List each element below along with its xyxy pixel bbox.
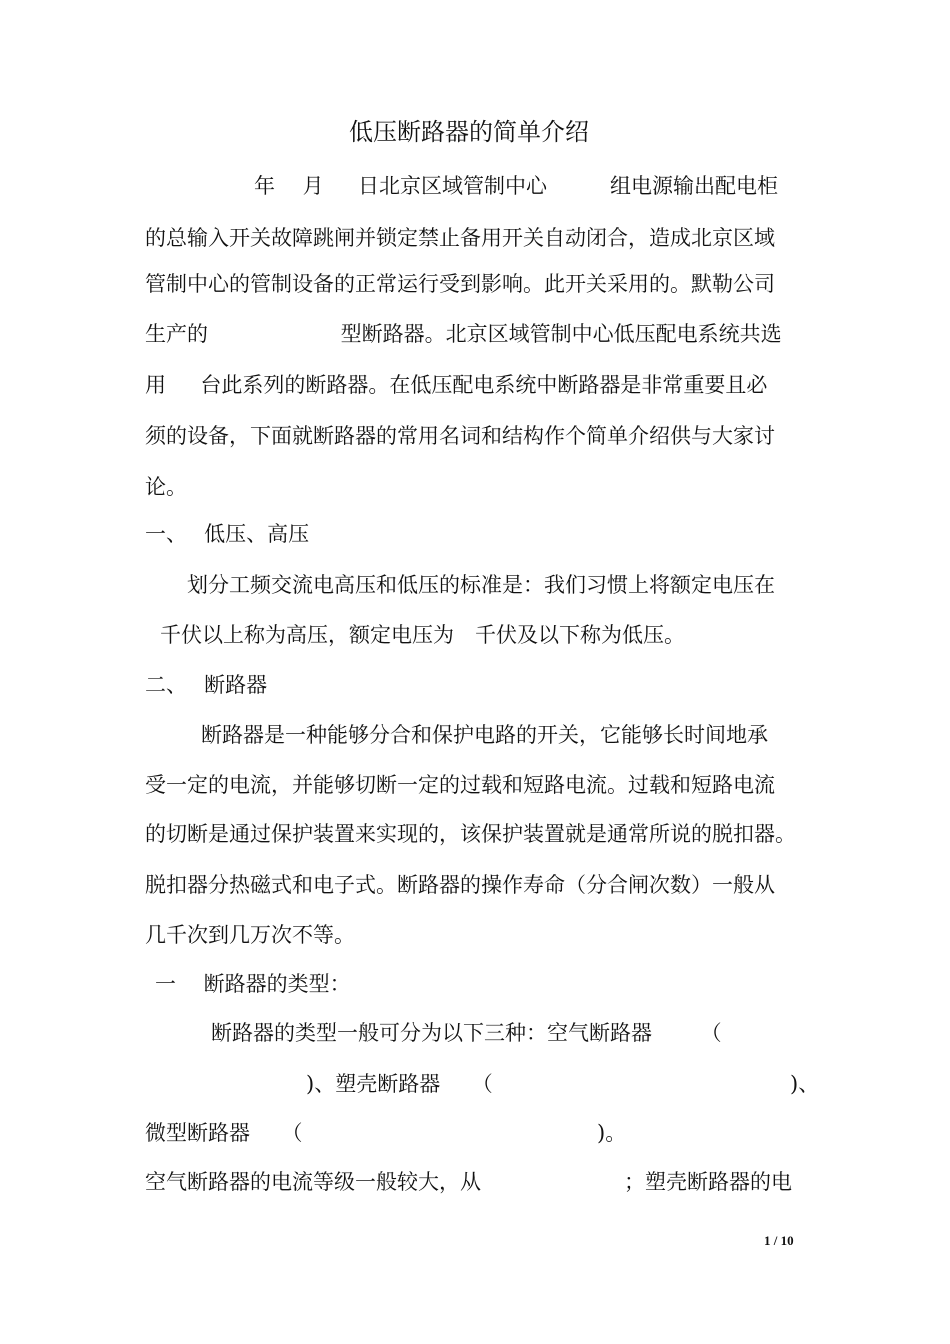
paragraph-line: )、	[790, 1072, 820, 1096]
paragraph-line: ；塑壳断路器的电	[624, 1170, 792, 1194]
paragraph-line: 断路器是一种能够分合和保护电路的开关，它能够长时间地承	[201, 723, 768, 747]
paragraph-line: 几千次到几万次不等。	[145, 923, 355, 947]
paragraph-line: )。	[597, 1121, 627, 1145]
paragraph-line: )、塑壳断路器 （	[306, 1072, 493, 1096]
document-title: 低压断路器的简单介绍	[349, 118, 589, 146]
paragraph-line: 微型断路器 （	[145, 1121, 303, 1145]
paragraph-line: 用 台此系列的断路器。在低压配电系统中断路器是非常重要且必	[145, 373, 768, 397]
paragraph-line: 年 月 日北京区域管制中心 组电源输出配电柜	[254, 174, 779, 198]
paragraph-line: 空气断路器的电流等级一般较大，从	[145, 1170, 481, 1194]
section-heading: 二、 断路器	[145, 673, 268, 697]
paragraph-line: 千伏以上称为高压，额定电压为 千伏及以下称为低压。	[160, 623, 685, 647]
page-number: 1 / 10	[764, 1233, 794, 1248]
paragraph-line: 生产的 型断路器。北京区域管制中心低压配电系统共选	[145, 322, 782, 346]
paragraph-line: 的切断是通过保护装置来实现的，该保护装置就是通常所说的脱扣器。	[145, 822, 796, 846]
paragraph-line: 受一定的电流，并能够切断一定的过载和短路电流。过载和短路电流	[145, 773, 775, 797]
paragraph-line: 划分工频交流电高压和低压的标准是：我们习惯上将额定电压在	[187, 573, 775, 597]
paragraph-line: 的总输入开关故障跳闸并锁定禁止备用开关自动闭合，造成北京区域	[145, 226, 775, 250]
paragraph-line: 须的设备，下面就断路器的常用名词和结构作个简单介绍供与大家讨	[145, 424, 775, 448]
paragraph-line: 论。	[145, 475, 187, 499]
section-heading: 一、 低压、高压	[145, 522, 310, 546]
paragraph-line: 脱扣器分热磁式和电子式。断路器的操作寿命（分合闸次数）一般从	[145, 873, 775, 897]
paragraph-line: 断路器的类型一般可分为以下三种：空气断路器 （	[211, 1021, 722, 1045]
paragraph-line: 管制中心的管制设备的正常运行受到影响。此开关采用的。默勒公司	[145, 272, 775, 296]
subsection-heading: 一 断路器的类型：	[155, 972, 351, 996]
